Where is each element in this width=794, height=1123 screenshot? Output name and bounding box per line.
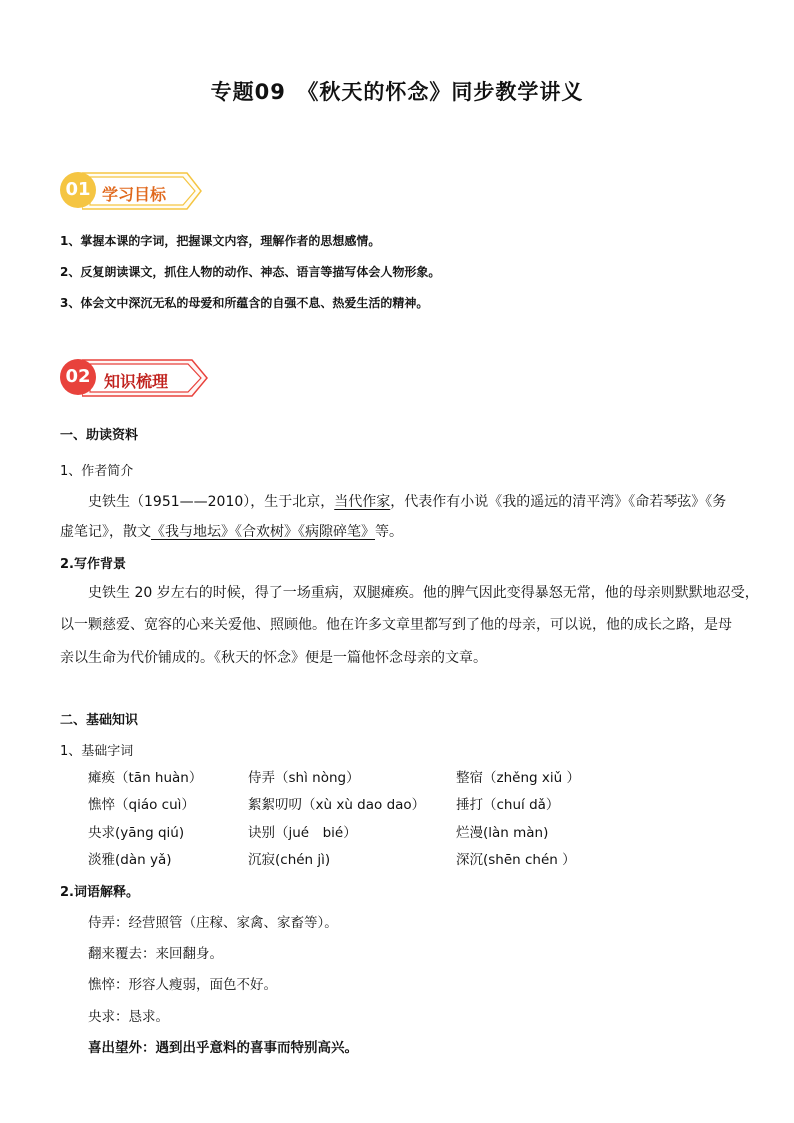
part-heading: 二、基础知识 (60, 713, 139, 728)
definition-item: 侍弄：经营照管（庄稼、家禽、家畜等）。 (88, 915, 338, 931)
section-banner-goals (60, 171, 210, 211)
vocab-item: 侍弄（shì nòng） (248, 770, 360, 786)
author-paragraph-line (88, 491, 726, 511)
definition-item: 喜出望外：遇到出乎意料的喜事而特别高兴。 (88, 1040, 358, 1056)
goal-item: 3、体会文中深沉无私的母爱和所蕴含的自强不息、热爱生活的精神。 (60, 296, 429, 310)
vocab-item: 淡雅(dàn yǎ) (88, 852, 172, 868)
vocab-item: 絮絮叨叨（xù xù dao dao） (248, 797, 426, 813)
section-number-badge: 02 (60, 359, 96, 395)
goal-item: 2、反复朗读课文，抓住人物的动作、神态、语言等描写体会人物形象。 (60, 265, 441, 279)
vocab-item: 瘫痪（tān huàn） (88, 770, 203, 786)
sub-heading: 1、作者简介 (60, 464, 134, 479)
vocab-item: 捶打（chuí dǎ） (456, 797, 560, 813)
background-line: 史铁生 20 岁左右的时候，得了一场重病，双腿瘫痪。他的脾气因此变得暴怒无常，他的母亲则默默地忍受， (88, 585, 759, 601)
author-paragraph-line (60, 521, 403, 541)
background-line: 亲以生命为代价铺成的。《秋天的怀念》便是一篇他怀念母亲的文章。 (60, 650, 487, 666)
sub-heading: 1、基础字词 (60, 744, 134, 759)
text-run: 虚笔记》，散文 (60, 524, 151, 540)
vocab-item: 央求(yāng qiú) (88, 825, 185, 841)
section-banner-knowledge (60, 358, 210, 398)
vocab-item: 深沉(shēn chén ） (456, 852, 576, 868)
text-run: ，代表作有小说《我的遥远的清平湾》《命若琴弦》《务 (390, 494, 727, 510)
goal-item: 1、掌握本课的字词，把握课文内容，理解作者的思想感情。 (60, 234, 381, 248)
background-line: 以一颗慈爱、宽容的心来关爱他、照顾他。他在许多文章里都写到了他的母亲，可以说，他的成长之路，是母 (60, 617, 732, 633)
sub-heading: 2.写作背景 (60, 557, 126, 572)
underlined-text: 《我与地坛》《合欢树》《病隙碎笔》 (151, 524, 375, 540)
text-run: 等。 (375, 524, 403, 540)
section-title: 知识梳理 (104, 372, 169, 391)
vocab-item: 憔悴（qiáo cuì） (88, 797, 195, 813)
vocab-item: 沉寂(chén jì) (248, 852, 331, 868)
definition-item: 憔悴：形容人瘦弱，面色不好。 (88, 977, 277, 993)
sub-heading: 2.词语解释。 (60, 885, 139, 900)
underlined-text: 当代作家 (334, 494, 391, 510)
part-heading: 一、助读资料 (60, 428, 139, 443)
section-title: 学习目标 (102, 185, 167, 204)
vocab-item: 整宿（zhěng xiǔ ） (456, 770, 580, 786)
vocab-item: 诀别（jué bié） (248, 825, 357, 841)
section-number-badge: 01 (60, 172, 96, 208)
page-title: 专题09 《秋天的怀念》同步教学讲义 (210, 80, 584, 104)
definition-item: 翻来覆去：来回翻身。 (88, 946, 223, 962)
definition-item: 央求：恳求。 (88, 1009, 169, 1025)
vocab-item: 烂漫(làn màn) (456, 825, 549, 841)
text-run: 史铁生（1951——2010），生于北京， (88, 494, 335, 510)
